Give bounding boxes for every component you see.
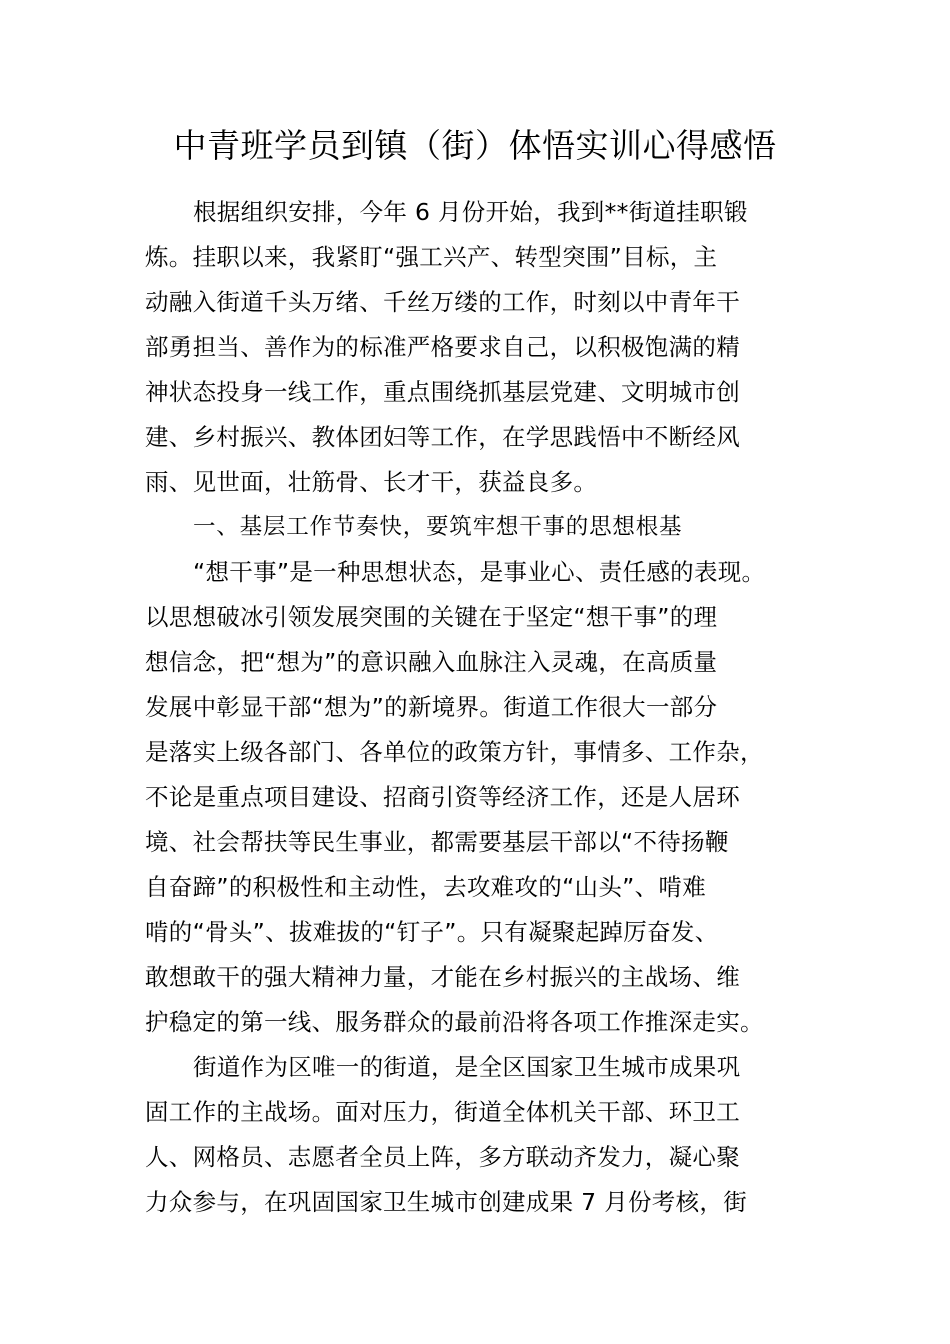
paragraph-line: “想干事”是一种思想状态，是事业心、责任感的表现。: [193, 558, 766, 586]
paragraph-line: 啃的“骨头”、拔难拔的“钉子”。只有凝聚起踔厉奋发、: [145, 918, 719, 946]
paragraph-line: 固工作的主战场。面对压力，街道全体机关干部、环卫工: [145, 1098, 740, 1126]
paragraph-line: 炼。挂职以来，我紧盯“强工兴产、转型突围”目标，主: [145, 243, 718, 271]
paragraph-line: 雨、见世面，壮筋骨、长才干，获益良多。: [145, 468, 598, 496]
section-heading: 一、基层工作节奏快，要筑牢想干事的思想根基: [193, 514, 683, 540]
document-title: 中青班学员到镇（街）体悟实训心得感悟: [173, 126, 777, 165]
paragraph-line: 想信念，把“想为”的意识融入血脉注入灵魂，在高质量: [145, 648, 718, 676]
paragraph-line: 人、网格员、志愿者全员上阵，多方联动齐发力，凝心聚: [145, 1143, 740, 1171]
paragraph-line: 以思想破冰引领发展突围的关键在于坚定“想干事”的理: [145, 603, 718, 631]
paragraph-line: 力众参与，在巩固国家卫生城市创建成果 7 月份考核，街: [145, 1188, 747, 1216]
paragraph-line: 发展中彰显干部“想为”的新境界。街道工作很大一部分: [145, 693, 718, 721]
paragraph-line: 自奋蹄”的积极性和主动性，去攻难攻的“山头”、啃难: [145, 873, 707, 901]
paragraph-line: 神状态投身一线工作，重点围绕抓基层党建、文明城市创: [145, 378, 740, 406]
paragraph-line: 街道作为区唯一的街道，是全区国家卫生城市成果巩: [193, 1053, 741, 1081]
paragraph-line: 不论是重点项目建设、招商引资等经济工作，还是人居环: [145, 783, 740, 811]
paragraph-line: 境、社会帮扶等民生事业，都需要基层干部以“不待扬鞭: [145, 828, 729, 856]
paragraph-line: 是落实上级各部门、各单位的政策方针，事情多、工作杂，: [145, 738, 764, 766]
paragraph-line: 敢想敢干的强大精神力量，才能在乡村振兴的主战场、维: [145, 963, 740, 991]
paragraph-line: 建、乡村振兴、教体团妇等工作，在学思践悟中不断经风: [145, 423, 740, 451]
paragraph-line: 护稳定的第一线、服务群众的最前沿将各项工作推深走实。: [145, 1008, 764, 1036]
paragraph-line: 根据组织安排，今年 6 月份开始，我到**街道挂职锻: [193, 198, 748, 226]
document-body: [145, 190, 825, 1225]
paragraph-line: 部勇担当、善作为的标准严格要求自己，以积极饱满的精: [145, 333, 740, 361]
paragraph-line: 动融入街道千头万绪、千丝万缕的工作，时刻以中青年干: [145, 288, 740, 316]
